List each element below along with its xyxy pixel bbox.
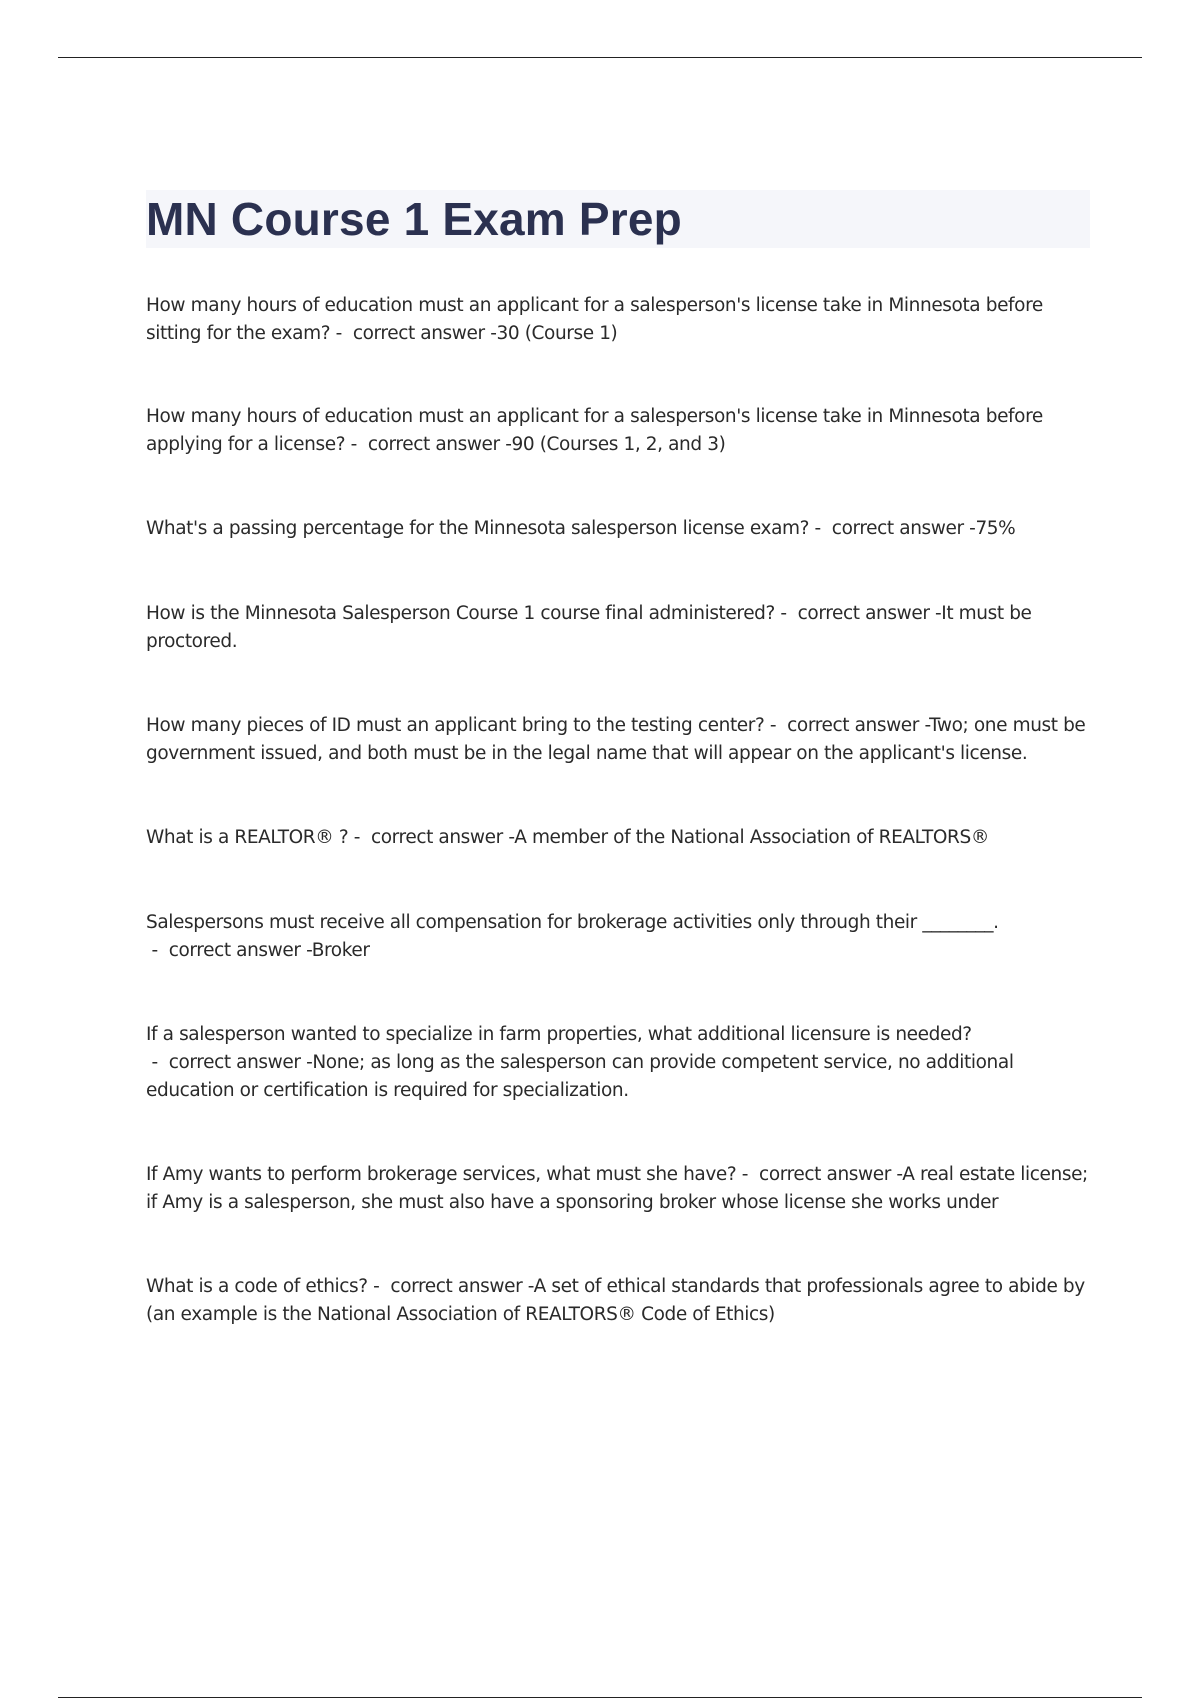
answer-text: It must be proctored.: [146, 603, 1032, 652]
answer-separator: - correct answer -: [809, 518, 976, 539]
answer-separator: - correct answer -: [774, 603, 942, 624]
document-body: [146, 190, 1090, 1329]
answer-separator: - correct answer -: [367, 1276, 534, 1297]
qa-item: [146, 515, 1090, 543]
answer-text: 75%: [975, 518, 1016, 539]
answer-text: None; as long as the salesperson can provide competent service, no additional education or certification is required for specialization.: [146, 1052, 1014, 1101]
qa-item: [146, 909, 1090, 965]
answer-separator: - correct answer -: [146, 940, 312, 961]
question-text: How many hours of education must an applicant for a salesperson's license take in Minnesota before sitting for the exam?: [146, 295, 1043, 344]
question-text: How many hours of education must an applicant for a salesperson's license take in Minnesota before applying for a license?: [146, 406, 1043, 455]
answer-separator: - correct answer -: [330, 323, 497, 344]
question-text: If a salesperson wanted to specialize in farm properties, what additional licensure is needed?: [146, 1024, 972, 1045]
qa-item: [146, 1021, 1090, 1105]
qa-item: [146, 600, 1090, 656]
answer-text: A set of ethical standards that professionals agree to abide by (an example is the National Association of REALTORS® Code of Ethics): [146, 1276, 1085, 1325]
top-rule: [58, 57, 1142, 58]
question-text: What's a passing percentage for the Minnesota salesperson license exam?: [146, 518, 810, 539]
question-text: How many pieces of ID must an applicant bring to the testing center?: [146, 715, 765, 736]
answer-text: Two; one must be government issued, and both must be in the legal name that will appear on the applicant's license.: [146, 715, 1086, 764]
answer-separator: - correct answer -: [348, 827, 515, 848]
question-text: How is the Minnesota Salesperson Course 1 course final administered?: [146, 603, 775, 624]
question-text: What is a code of ethics?: [146, 1276, 368, 1297]
qa-item: [146, 403, 1090, 459]
answer-text: 90 (Courses 1, 2, and 3): [511, 434, 726, 455]
title-band: [146, 190, 1090, 248]
qa-list: [146, 292, 1090, 1329]
answer-separator: - correct answer -: [146, 1052, 313, 1073]
bottom-rule: [58, 1697, 1142, 1698]
page-title: MN Course 1 Exam Prep: [146, 193, 682, 245]
answer-separator: - correct answer -: [736, 1164, 903, 1185]
answer-separator: - correct answer -: [345, 434, 512, 455]
qa-item: [146, 1273, 1090, 1329]
answer-text: A member of the National Association of REALTORS®: [514, 827, 989, 848]
question-text: Salespersons must receive all compensation for brokerage activities only through their ________.: [146, 912, 999, 933]
qa-item: [146, 292, 1090, 348]
answer-text: 30 (Course 1): [496, 323, 618, 344]
qa-item: [146, 712, 1090, 768]
question-text: If Amy wants to perform brokerage services, what must she have?: [146, 1164, 737, 1185]
answer-text: Broker: [311, 940, 370, 961]
answer-text: A real estate license; if Amy is a salesperson, she must also have a sponsoring broker whose license she works under: [146, 1164, 1088, 1213]
qa-item: [146, 824, 1090, 852]
answer-separator: - correct answer -: [764, 715, 930, 736]
qa-item: [146, 1161, 1090, 1217]
question-text: What is a REALTOR® ?: [146, 827, 349, 848]
